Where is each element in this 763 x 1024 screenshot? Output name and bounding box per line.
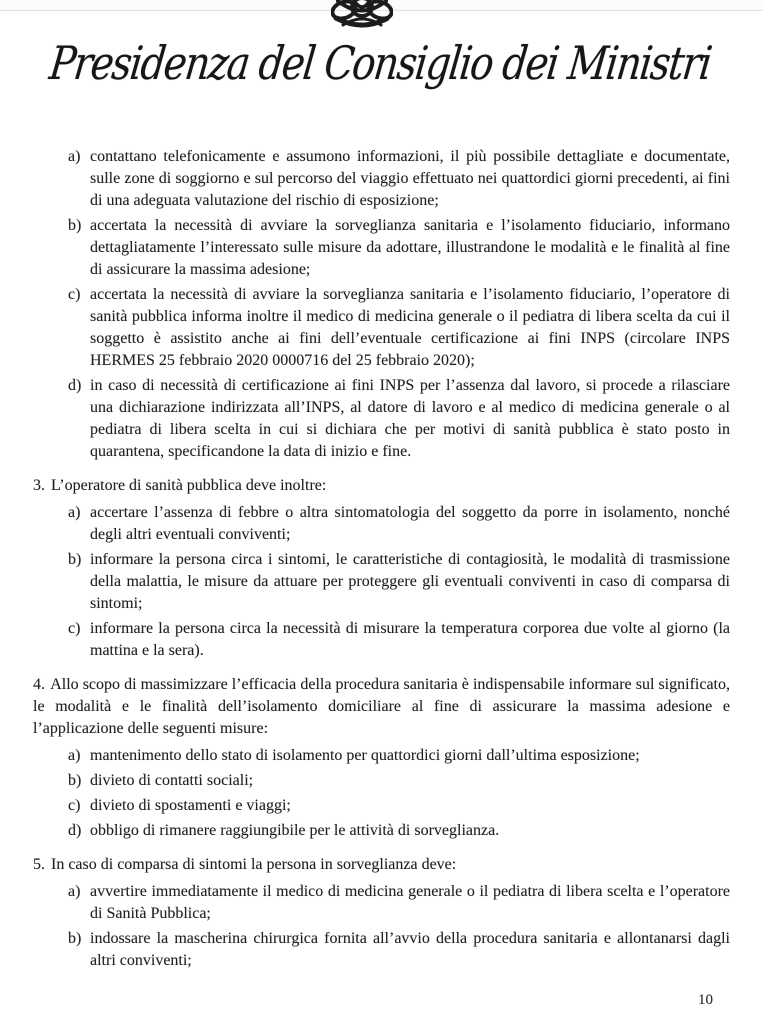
list-item-text: divieto di spostamenti e viaggi; (90, 797, 291, 814)
list-item-text: contattano telefonicamente e assumono informazioni, il più possibile dettagliate e documentate, sulle zone di soggiorno e sul percorso del viaggio effettuato nei quattordici giorni precedenti, ai fini di una adeguata valutazione del rischio di esposizione; (90, 148, 730, 209)
list-item-b (68, 770, 730, 792)
list-item-d (68, 375, 730, 463)
section-number: 3. (33, 477, 45, 494)
intro-list (68, 146, 730, 463)
section-3-heading (33, 475, 730, 497)
list-item-letter: d) (68, 822, 82, 839)
list-item-d (68, 820, 730, 842)
list-item-text: in caso di necessità di certificazione ai fini INPS per l’assenza dal lavoro, si procede a rilasciare una dichiarazione indirizzata all’INPS, al datore di lavoro e al medico di medicina generale o al pediatra di libera scelta in cui si dichiara che per motivi di sanità pubblica è stato posto in quarantena, specificandone la data di inizio e fine. (90, 377, 730, 460)
list-item-c (68, 618, 730, 662)
list-item-text: divieto di contatti sociali; (90, 772, 254, 789)
section-5-heading (33, 854, 730, 876)
list-item-letter: c) (68, 797, 81, 814)
list-item-b (68, 549, 730, 615)
document-body (33, 146, 730, 975)
section-number: 5. (33, 856, 45, 873)
section-4-heading (33, 674, 730, 740)
section-number: 4. (33, 676, 45, 693)
list-item-letter: c) (68, 286, 81, 303)
list-item-letter: a) (68, 883, 81, 900)
list-item-a (68, 502, 730, 546)
list-item-text: accertare l’assenza di febbre o altra sintomatologia del soggetto da porre in isolamento, nonché degli altri eventuali conviventi; (90, 504, 730, 543)
page-number: 10 (698, 992, 713, 1008)
list-item-text: accertata la necessità di avviare la sorveglianza sanitaria e l’isolamento fiduciario, l’operatore di sanità pubblica informa inoltre il medico di medicina generale o il pediatra di libera scelta da cui il soggetto è assistito anche ai fini dell’eventuale certificazione ai fini INPS (circolare INPS HERMES 25 febbraio 2020 0000716 del 25 febbraio 2020); (90, 286, 730, 369)
list-item-text: informare la persona circa la necessità di misurare la temperatura corporea due volte al giorno (la mattina e la sera). (90, 620, 730, 659)
list-item-letter: a) (68, 747, 81, 764)
list-item-text: accertata la necessità di avviare la sorveglianza sanitaria e l’isolamento fiduciario, informano dettagliatamente l’interessato sulle misure da adottare, illustrandone le modalità e le finalità al fine di assicurare la massima adesione; (90, 217, 730, 278)
list-item-letter: b) (68, 217, 82, 234)
list-item-b (68, 928, 730, 972)
list-item-letter: d) (68, 377, 82, 394)
list-item-letter: b) (68, 772, 82, 789)
list-item-text: avvertire immediatamente il medico di medicina generale o il pediatra di libera scelta e l’operatore di Sanità Pubblica; (90, 883, 730, 922)
list-item-b (68, 215, 730, 281)
section-5-list (68, 881, 730, 972)
list-item-c (68, 284, 730, 372)
list-item-text: informare la persona circa i sintomi, le caratteristiche di contagiosità, le modalità di trasmissione della malattia, le misure da attuare per proteggere gli eventuali conviventi in caso di comparsa di sintomi; (90, 551, 730, 612)
list-item-letter: b) (68, 551, 82, 568)
section-text: L’operatore di sanità pubblica deve inoltre: (51, 477, 327, 494)
list-item-text: obbligo di rimanere raggiungibile per le attività di sorveglianza. (90, 822, 500, 839)
list-item-letter: a) (68, 504, 81, 521)
list-item-c (68, 795, 730, 817)
list-item-letter: a) (68, 148, 81, 165)
letterhead-title: Presidenza del Consiglio dei Ministri (46, 36, 714, 90)
list-item-letter: b) (68, 930, 82, 947)
section-text: In caso di comparsa di sintomi la persona in sorveglianza deve: (51, 856, 457, 873)
section-4-list (68, 745, 730, 842)
section-3-list (68, 502, 730, 662)
section-text: Allo scopo di massimizzare l’efficacia della procedura sanitaria è indispensabile informare sul significato, le modalità e le finalità dell’isolamento domiciliare al fine di assicurare la massima adesione e l’applicazione delle seguenti misure: (33, 676, 730, 737)
state-emblem-icon (331, 0, 393, 34)
list-item-text: indossare la mascherina chirurgica fornita all’avvio della procedura sanitaria e allontanarsi dagli altri conviventi; (90, 930, 730, 969)
list-item-a (68, 745, 730, 767)
list-item-a (68, 881, 730, 925)
list-item-a (68, 146, 730, 212)
list-item-letter: c) (68, 620, 81, 637)
list-item-text: mantenimento dello stato di isolamento per quattordici giorni dall’ultima esposizione; (90, 747, 640, 764)
